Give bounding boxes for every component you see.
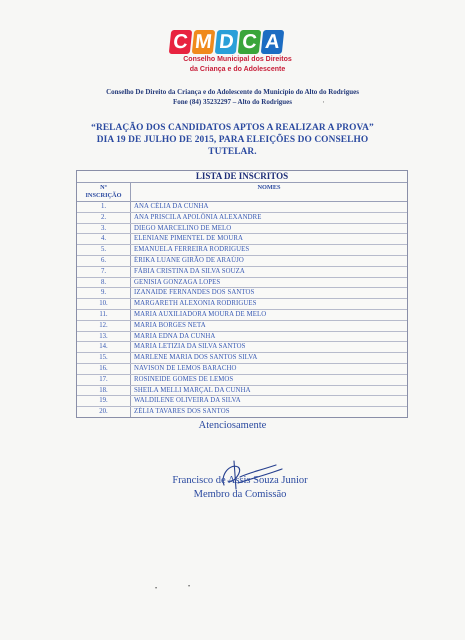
row-number: 14.	[77, 342, 131, 352]
table-row	[77, 245, 407, 256]
heading-line3: TUTELAR.	[208, 147, 257, 157]
row-name: SHEILA MELLI MARÇAL DA CUNHA	[134, 386, 251, 394]
logo-subtitle-line1: Conselho Municipal dos Direitos	[183, 56, 292, 63]
row-number: 16.	[77, 364, 131, 374]
table-row	[77, 224, 407, 235]
table-row	[77, 386, 407, 397]
cmdca-logo	[170, 30, 305, 86]
table-title: LISTA DE INSCRITOS	[77, 171, 407, 183]
row-name: GENISIA GONZAGA LOPES	[134, 278, 221, 286]
row-name: ÉRIKA LUANE GIRÃO DE ARAÚJO	[134, 256, 244, 264]
header-number-line1: Nº	[100, 184, 107, 191]
institution-phone: Fone (84) 35232297 – Alto do Rodrigues	[173, 98, 292, 106]
header-number-line2: INSCRIÇÃO	[85, 192, 122, 199]
row-number: 4.	[77, 234, 131, 244]
table-row	[77, 321, 407, 332]
closing-text: Atenciosamente	[198, 420, 267, 431]
logo-letters	[170, 30, 305, 54]
table-row	[77, 288, 407, 299]
signatory-role: Membro da Comissão	[193, 489, 287, 500]
row-number: 6.	[77, 256, 131, 266]
row-number: 1.	[77, 202, 131, 212]
row-name: IZANAIDE FERNANDES DOS SANTOS	[134, 289, 255, 297]
mark-dot: ·	[322, 97, 325, 107]
signatory-name: Francisco de Assis Souza Junior	[172, 475, 308, 486]
row-number: 11.	[77, 310, 131, 320]
row-number: 15.	[77, 353, 131, 363]
row-number: 8.	[77, 278, 131, 288]
heading-line1: “RELAÇÃO DOS CANDIDATOS APTOS A REALIZAR A PROVA”	[91, 123, 374, 133]
logo-subtitle-line2: da Criança e do Adolescente	[189, 66, 286, 73]
row-name: ANA CÉLIA DA CUNHA	[134, 203, 209, 210]
row-name: WALDILENE OLIVEIRA DA SILVA	[134, 397, 241, 405]
institution-name: Conselho De Direito da Criança e do Adolescente do Município do Alto do Rodrigues	[106, 88, 359, 96]
row-number: 3.	[77, 224, 131, 234]
table-row	[77, 213, 407, 224]
table-row	[77, 202, 407, 213]
row-name: MARLENE MARIA DOS SANTOS SILVA	[134, 354, 258, 362]
table-row	[77, 396, 407, 407]
speck: •	[188, 584, 191, 590]
row-number: 9.	[77, 288, 131, 298]
row-name: FÁBIA CRISTINA DA SILVA SOUZA	[134, 267, 245, 275]
logo-letter: M	[192, 30, 216, 54]
table-row	[77, 234, 407, 245]
table-row	[77, 299, 407, 310]
candidates-table	[76, 170, 408, 418]
table-row	[77, 364, 407, 375]
row-number: 13.	[77, 332, 131, 342]
logo-letter: C	[169, 30, 193, 54]
table-header	[77, 183, 407, 202]
row-name: MARIA AUXILIADORA MOURA DE MELO	[134, 310, 267, 318]
table-body	[77, 202, 407, 417]
row-number: 19.	[77, 396, 131, 406]
row-name: MARIA LETIZIA DA SILVA SANTOS	[134, 343, 246, 351]
row-number: 10.	[77, 299, 131, 309]
row-name: ANA PRISCILA APOLÔNIA ALEXANDRE	[134, 213, 262, 221]
row-number: 7.	[77, 267, 131, 277]
row-number: 17.	[77, 375, 131, 385]
table-row	[77, 407, 407, 417]
table-row	[77, 353, 407, 364]
speck: •	[155, 586, 158, 592]
header-name: NOMES	[257, 184, 281, 191]
table-row	[77, 278, 407, 289]
row-number: 2.	[77, 213, 131, 223]
row-name: MARIA BORGES NETA	[134, 321, 206, 329]
row-name: ROSINEIDE GOMES DE LEMOS	[134, 375, 234, 383]
logo-letter: C	[238, 30, 262, 54]
header-number	[77, 183, 131, 201]
table-row	[77, 332, 407, 343]
logo-letter: D	[215, 30, 239, 54]
table-row	[77, 310, 407, 321]
row-name: NAVISON DE LEMOS BARACHO	[134, 364, 237, 372]
row-number: 20.	[77, 407, 131, 417]
table-row	[77, 342, 407, 353]
row-name: ZÉLIA TAVARES DOS SANTOS	[134, 408, 230, 416]
row-name: MARGARETH ALEXONIA RODRIGUES	[134, 300, 257, 308]
row-name: DIEGO MARCELINO DE MELO	[134, 224, 232, 232]
row-number: 12.	[77, 321, 131, 331]
table-row	[77, 375, 407, 386]
row-name: ELENIANE PIMENTEL DE MOURA	[134, 235, 244, 243]
row-number: 5.	[77, 245, 131, 255]
heading-line2: DIA 19 DE JULHO DE 2015, PARA ELEIÇÕES DO CONSELHO	[96, 135, 369, 145]
logo-letter: A	[261, 30, 285, 54]
table-row	[77, 267, 407, 278]
row-number: 18.	[77, 386, 131, 396]
table-row	[77, 256, 407, 267]
row-name: EMANUELA FERREIRA RODRIGUES	[134, 246, 250, 254]
row-name: MARIA EDNA DA CUNHA	[134, 332, 216, 340]
